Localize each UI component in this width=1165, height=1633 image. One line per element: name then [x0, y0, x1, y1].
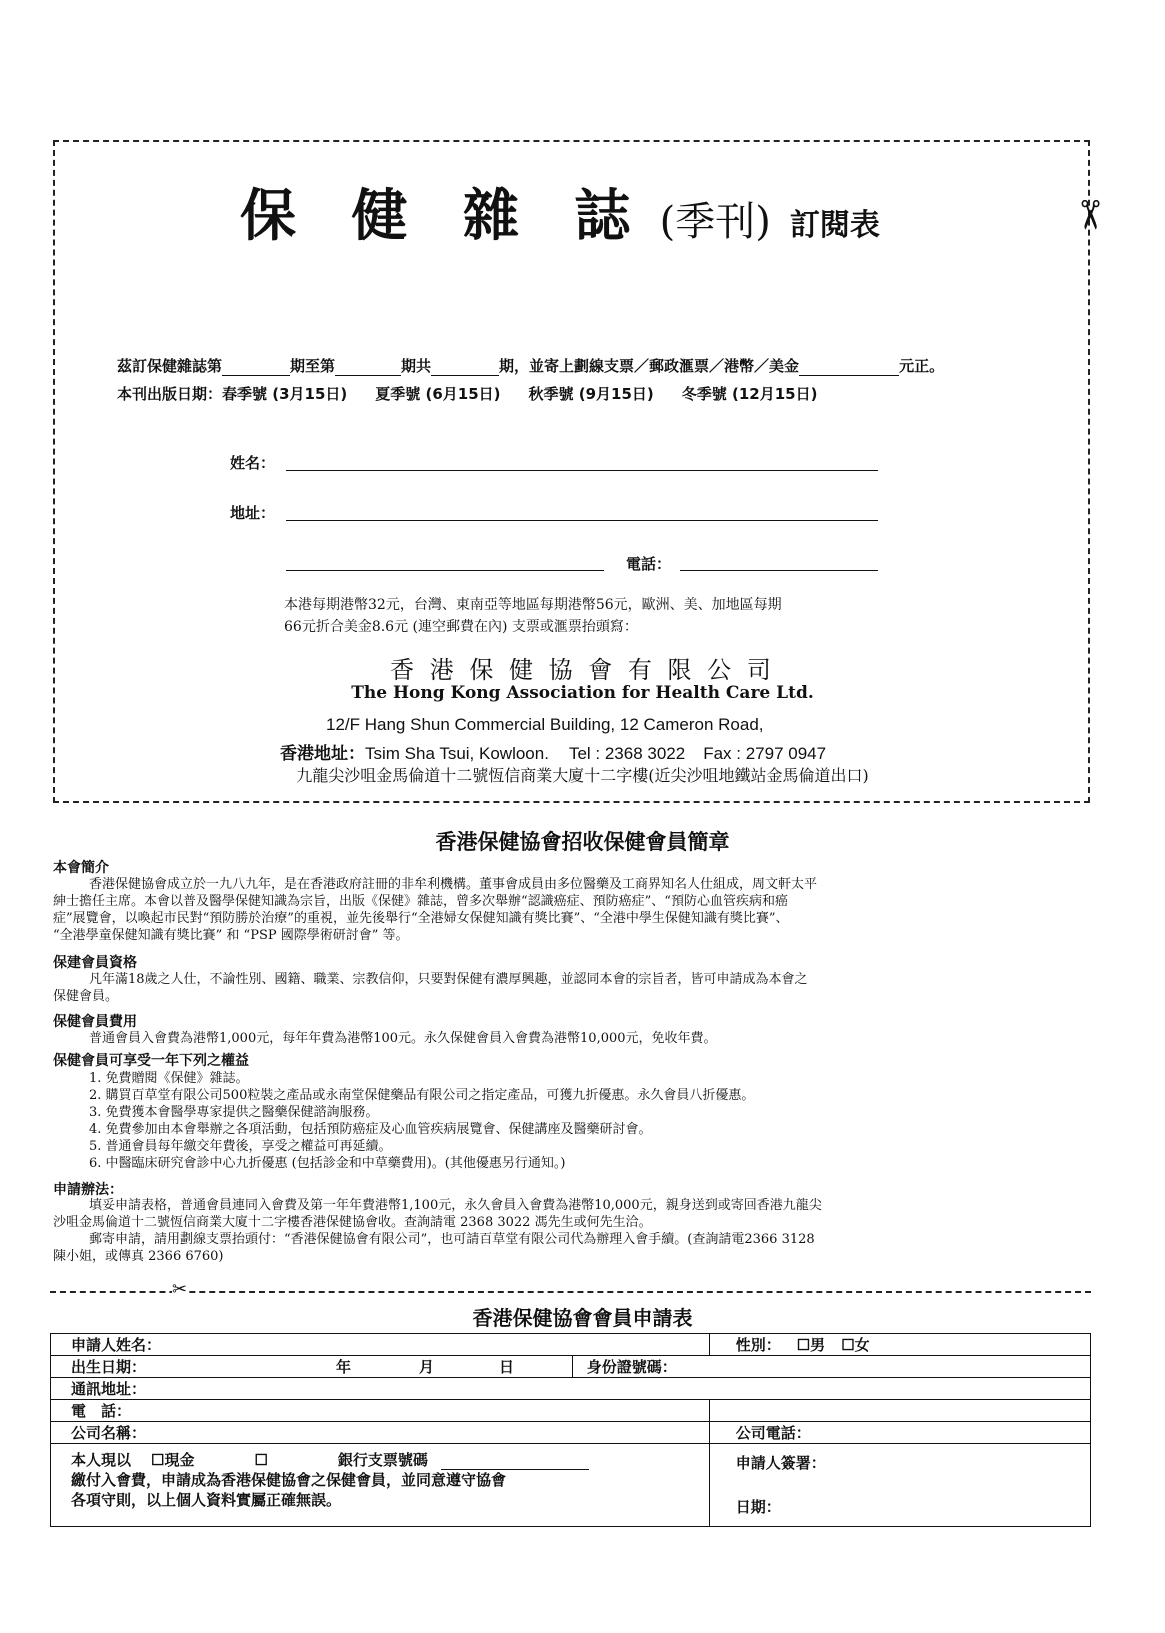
payment-line-2: 繳付入會費，申請成為香港保健協會之保健會員，並同意遵守協會 [71, 1471, 507, 1489]
apply-line: 填妥申請表格，普通會員連同入會費及第一年年費港幣1,100元，永久會員入會費為港幣10,000元，親身送到或寄回香港九龍尖 [89, 1198, 822, 1213]
address-label: 通訊地址： [71, 1380, 147, 1398]
apply-line: 沙咀金馬倫道十二號恆信商業大廈十二字樓香港保健協會收。查詢請電 2368 3022 馮先生或何先生洽。 [53, 1215, 652, 1230]
order-text-4: 期，並寄上劃線支票／郵政滙票／港幣／美金 [499, 357, 800, 375]
application-heading: 香港保健協會會員申請表 [472, 1306, 693, 1330]
benefit-item: 4. 免費參加由本會舉辦之各項活動，包括預防癌症及心血管疾病展覽會、保健講座及醫藥研討會。 [89, 1122, 652, 1137]
intro-title: 本會簡介 [53, 860, 109, 876]
benefit-item: 3. 免費獲本會醫學專家提供之醫藥保健諮詢服務。 [89, 1105, 379, 1120]
name-label: 姓名： [230, 454, 276, 472]
month-label: 月 [419, 1358, 435, 1376]
name-field[interactable] [286, 470, 878, 471]
qualification-text [53, 971, 808, 1005]
spring-date: 春季號 (3月15日) [222, 385, 348, 403]
dob-label: 出生日期： [71, 1358, 147, 1376]
id-label: 身份證號碼： [586, 1358, 677, 1376]
qualification-line: 保健會員。 [53, 989, 119, 1004]
order-text-2: 期至第 [290, 357, 336, 375]
address-en-line1: 12/F Hang Shun Commercial Building, 12 Cameron Road, [326, 715, 764, 734]
id-cell[interactable] [572, 1356, 1090, 1378]
autumn-date: 秋季號 (9月15日) [528, 385, 654, 403]
title-form: 訂閱表 [789, 208, 880, 243]
year-label: 年 [336, 1358, 352, 1376]
intro-line: “全港學童保健知識有獎比賽” 和 “PSP 國際學術研討會” 等。 [53, 928, 409, 943]
address-cell[interactable] [51, 1378, 1091, 1400]
day-label: 日 [499, 1358, 515, 1376]
phone-cell[interactable] [51, 1400, 710, 1422]
signature-label: 申請人簽署： [735, 1454, 826, 1472]
dob-cell[interactable] [51, 1356, 573, 1378]
pub-dates-label: 本刊出版日期： [117, 385, 223, 403]
company-cell[interactable] [51, 1422, 710, 1444]
payment-line-1 [71, 1450, 709, 1470]
fee-text: 普通會員入會費為港幣1,000元，每年年費為港幣100元。永久保健會員入會費為港幣10,000元，免收年費。 [89, 1031, 717, 1046]
cheque-number-field[interactable] [441, 1455, 589, 1470]
phone-label: 電話： [626, 555, 672, 573]
order-text-5: 元正。 [899, 357, 945, 375]
pay-text: 本人現以 [71, 1451, 132, 1469]
amount-field[interactable] [799, 361, 899, 376]
signature-cell[interactable] [709, 1444, 1090, 1527]
phone-field[interactable] [680, 570, 878, 571]
male-checkbox[interactable]: ☐男 [796, 1336, 826, 1354]
date-label: 日期： [735, 1498, 781, 1516]
qualification-line: 凡年滿18歲之人仕，不論性別、國籍、職業、宗教信仰，只要對保健有濃厚興趣，並認同本會的宗旨者，皆可申請成為本會之 [89, 972, 808, 987]
price-line-1: 本港每期港幣32元，台灣、東南亞等地區每期港幣56元，歐洲、美、加地區每期 [284, 597, 782, 613]
company-label: 公司名稱： [71, 1424, 147, 1442]
hk-address-label: 香港地址： [280, 744, 365, 763]
applicant-name-label: 申請人姓名： [71, 1336, 162, 1354]
price-line-2: 66元折合美金8.6元 (連空郵費在內) 支票或滙票抬頭寫： [284, 619, 638, 635]
address-en-line2 [280, 739, 826, 764]
org-name-en: The Hong Kong Association for Health Care Ltd. [351, 683, 814, 703]
cheque-checkbox[interactable]: ☐ [254, 1451, 268, 1469]
benefit-item: 5. 普通會員每年繳交年費後，享受之權益可再延續。 [89, 1139, 392, 1154]
scissors-icon: ✂ [172, 1279, 188, 1300]
title-main: 保 健 雜 誌 [240, 184, 649, 249]
address-en-text: Tsim Sha Tsui, Kowloon. [365, 744, 549, 763]
phone-label: 電 話： [71, 1402, 132, 1420]
apply-title: 申請辦法： [53, 1182, 123, 1198]
issue-to-field[interactable] [335, 361, 401, 376]
tel: Tel : 2368 3022 [568, 744, 686, 763]
benefit-item: 1. 免費贈閱《保健》雜誌。 [89, 1071, 249, 1086]
apply-line: 郵寄申請，請用劃線支票抬頭付：“香港保健協會有限公司”，也可請百草堂有限公司代為辦理入會手續。(查詢請電2366 3128 [89, 1232, 815, 1247]
title-season: (季刊) [659, 199, 771, 245]
intro-line: 紳士擔任主席。本會以普及醫學保健知識為宗旨，出版《保健》雜誌，曾多次舉辦“認識癌症、預防癌症”、“預防心血管疾病和癌 [53, 894, 788, 909]
gender-label: 性別： [735, 1336, 781, 1354]
address-label: 地址： [230, 504, 276, 522]
order-text-3: 期共 [401, 357, 432, 375]
company-phone-label: 公司電話： [735, 1424, 811, 1442]
phone-cell-right[interactable] [709, 1400, 1090, 1422]
application-form [50, 1333, 1091, 1527]
company-phone-cell[interactable] [709, 1422, 1090, 1444]
female-checkbox[interactable]: ☐女 [841, 1336, 870, 1354]
benefit-item: 6. 中醫臨床研究會診中心九折優惠 (包括診金和中草藥費用)。(其他優惠另行通知。) [89, 1156, 566, 1171]
membership-heading: 香港保健協會招收保健會員簡章 [435, 830, 730, 854]
qualification-title: 保建會員資格 [53, 955, 137, 971]
cash-checkbox[interactable]: ☐現金 [151, 1451, 195, 1469]
order-text-1: 茲訂保健雜誌第 [117, 357, 223, 375]
intro-line: 症”展覽會，以喚起市民對“預防勝於治療”的重視，並先後舉行“全港婦女保健知識有獎比賽”、“全港中學生保健知識有獎比賽”、 [53, 911, 789, 926]
benefit-item: 2. 購買百草堂有限公司500粒裝之產品或永南堂保健藥品有限公司之指定產品，可獲九折優惠。永久會員八折優惠。 [89, 1088, 755, 1103]
applicant-name-cell[interactable] [51, 1334, 710, 1356]
order-line [117, 355, 944, 376]
cheque-label: 銀行支票號碼 [337, 1451, 428, 1469]
fax: Fax : 2797 0947 [703, 744, 827, 763]
scissors-icon: ✂ [1065, 198, 1112, 232]
issue-count-field[interactable] [431, 361, 499, 376]
issue-from-field[interactable] [222, 361, 290, 376]
benefits-title: 保健會員可享受一年下列之權益 [53, 1053, 249, 1069]
cut-line [50, 1291, 1091, 1293]
payment-cell [51, 1444, 710, 1527]
magazine-title [240, 172, 880, 252]
apply-line: 陳小姐，或傳真 2366 6760) [53, 1249, 224, 1264]
intro-line: 香港保健協會成立於一九八九年，是在香港政府註冊的非牟利機構。董事會成員由多位醫藥及工商界知名人仕組成，周文軒太平 [89, 877, 818, 892]
gender-cell [709, 1334, 1090, 1356]
benefits-list [89, 1070, 754, 1172]
apply-text [53, 1197, 822, 1265]
winter-date: 冬季號 (12月15日) [681, 385, 818, 403]
summer-date: 夏季號 (6月15日) [375, 385, 501, 403]
intro-text [53, 876, 817, 944]
publication-dates [117, 383, 817, 404]
org-name-zh: 香 港 保 健 協 會 有 限 公 司 [390, 656, 775, 684]
address-field[interactable] [286, 520, 878, 521]
address-field-2[interactable] [286, 570, 604, 571]
address-zh: 九龍尖沙咀金馬倫道十二號恆信商業大廈十二字樓(近尖沙咀地鐵站金馬倫道出口) [296, 766, 869, 785]
fee-title: 保健會員費用 [53, 1014, 137, 1030]
payment-line-3: 各項守則，以上個人資料實屬正確無誤。 [71, 1491, 342, 1509]
